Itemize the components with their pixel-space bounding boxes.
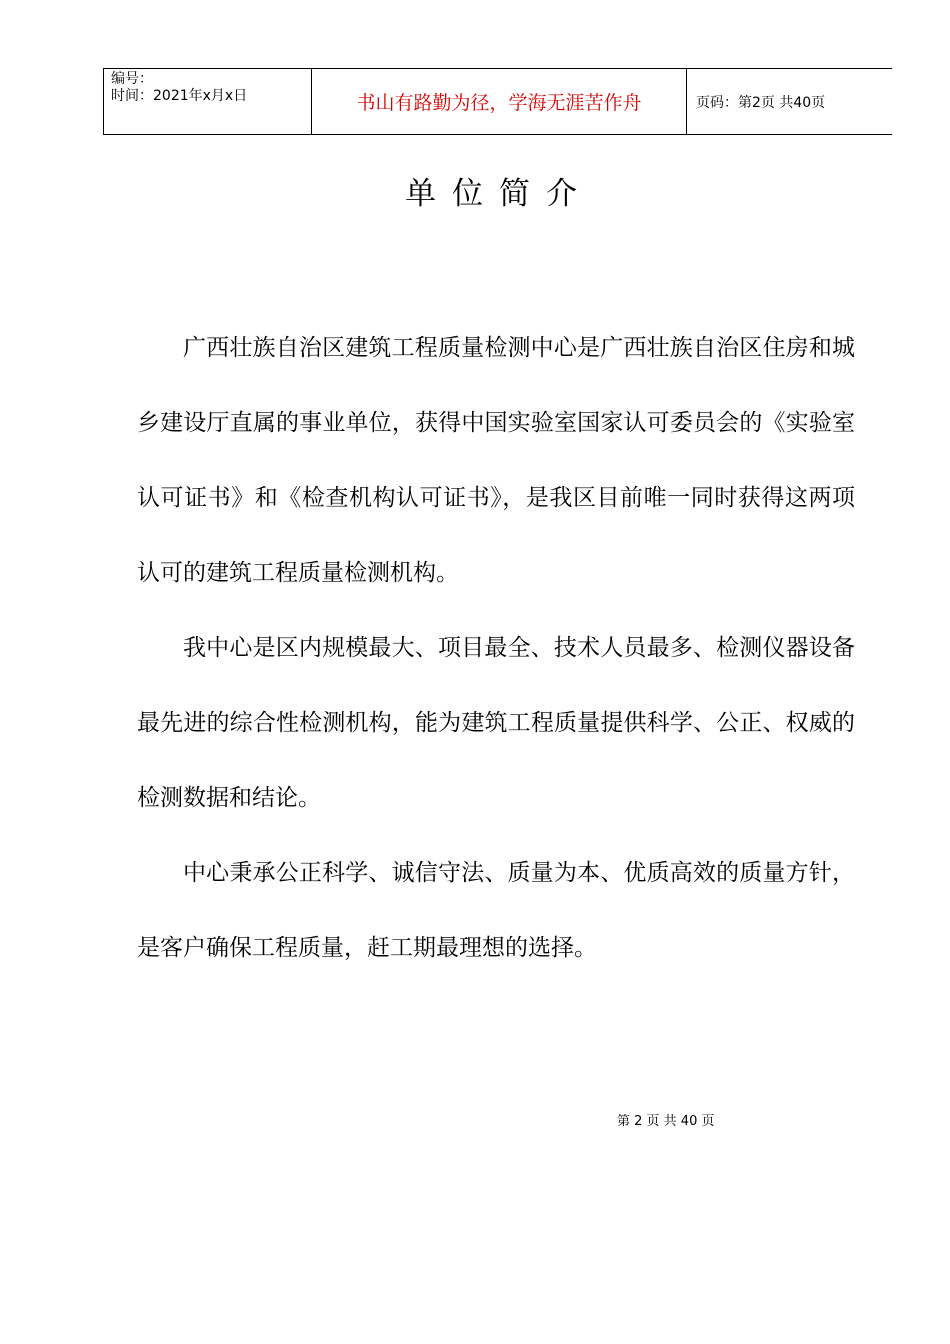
time-label: 时间：2021年x月x日 xyxy=(111,88,248,104)
number-label: 编号： xyxy=(111,71,153,87)
header-table xyxy=(103,68,892,135)
page-footer: 第 2 页 共 40 页 xyxy=(617,1114,715,1129)
paragraph-1: 广西壮族自治区建筑工程质量检测中心是广西壮族自治区住房和城乡建设厅直属的事业单位，获得中国实验室国家认可委员会的《实验室认可证书》和《检查机构认可证书》，是我区目前唯一同时获得这两项认可的建筑工程质量检测机构。 xyxy=(137,335,855,586)
header-motto: 书山有路勤为径，学海无涯苦作舟 xyxy=(312,69,687,135)
header-meta-cell xyxy=(104,69,312,135)
header-page-code: 页码：第2页 共40页 xyxy=(687,69,893,135)
paragraph-2: 我中心是区内规模最大、项目最全、技术人员最多、检测仪器设备最先进的综合性检测机构，能为建筑工程质量提供科学、公正、权威的检测数据和结论。 xyxy=(137,635,855,811)
document-body xyxy=(137,311,855,986)
document-title: 单位简介 xyxy=(405,176,593,212)
paragraph-3: 中心秉承公正科学、诚信守法、质量为本、优质高效的质量方针，是客户确保工程质量，赶工期最理想的选择。 xyxy=(137,860,855,961)
